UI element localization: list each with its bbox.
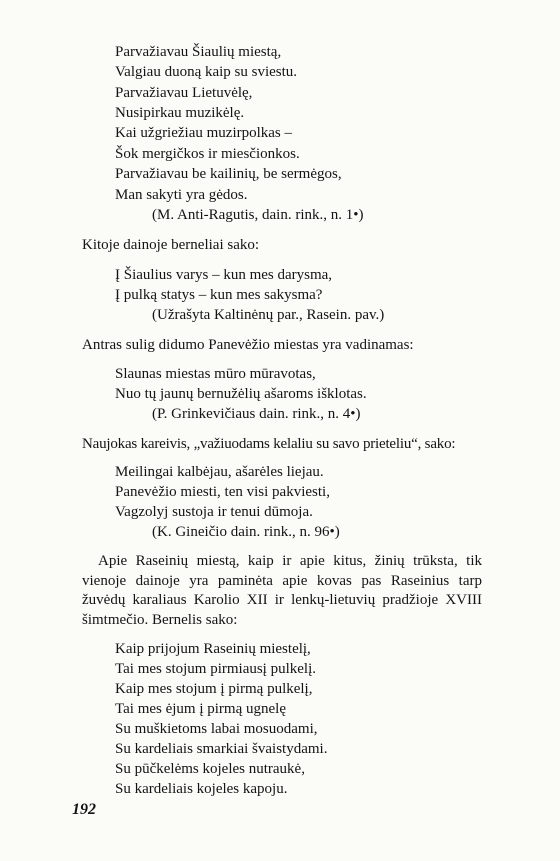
intro-text: Kitoje dainoje berneliai sako: [82,237,260,253]
page-number: 192 [72,801,96,818]
verse-line: Parvažiavau Šiaulių miestą, [115,44,282,60]
verse-line: Su pūčkelėms kojeles nutraukė, [115,761,305,777]
verse-line: Valgiau duoną kaip su sviestu. [115,64,298,80]
verse-line: Su kardeliais kojeles kapoju. [115,781,288,797]
citation: (Užrašyta Kaltinėnų par., Rasein. pav.) [152,307,385,323]
verse-line: Tai mes stojum pirmiausį pulkelį. [115,661,317,677]
verse-line: Tai mes ėjum į pirmą ugnelę [115,701,286,717]
verse-line: Man sakyti yra gėdos. [115,187,248,203]
citation: (K. Gineičio dain. rink., n. 96•) [152,524,340,540]
verse-line: Parvažiavau Lietuvėlę, [115,85,253,101]
intro-text: Naujokas kareivis, „važiuodams kelaliu su savo prieteliu“, sako: [82,436,456,452]
verse-line: Meilingai kalbėjau, ašarėles liejau. [115,464,324,480]
verse-line: Šok mergičkos ir miesčionkos. [115,146,300,162]
verse-line: Kaip prijojum Raseinių miestelį, [115,641,311,657]
verse-line: Nuo tų jaunų bernužėlių ašaroms išklotas. [115,386,367,402]
verse-line: Parvažiavau be kailinių, be sermėgos, [115,166,342,182]
verse-line: Su muškietoms labai mosuodami, [115,721,318,737]
verse-line: Slaunas miestas mūro mūravotas, [115,366,316,382]
verse-line: Kai užgriežiau muzirpolkas – [115,125,293,141]
citation: (P. Grinkevičiaus dain. rink., n. 4•) [152,406,361,422]
body-paragraph: Apie Raseinių miestą, kaip ir apie kitus, žinių trūksta, tik vienoje dainoje yra paminėta apie kovas pas Raseinius tarp žuvėdų karaliaus Karolio XII ir lenkų-lietuvių pradžioje XVIII šimtmečio. Bernelis sako: [82,553,482,628]
verse-line: Nusipirkau muzikėlę. [115,105,245,121]
citation: (M. Anti-Ragutis, dain. rink., n. 1•) [152,207,364,223]
intro-text: Antras sulig didumo Panevėžio miestas yra vadinamas: [82,337,414,353]
verse-line: Vagzolyj sustoja ir tenui dūmoja. [115,504,313,520]
verse-line: Į Šiaulius varys – kun mes darysma, [115,267,333,283]
verse-line: Su kardeliais smarkiai švaistydami. [115,741,328,757]
verse-line: Į pulką statys – kun mes sakysma? [115,287,323,303]
verse-line: Panevėžio miesti, ten visi pakviesti, [115,484,330,500]
verse-line: Kaip mes stojum į pirmą pulkelį, [115,681,313,697]
